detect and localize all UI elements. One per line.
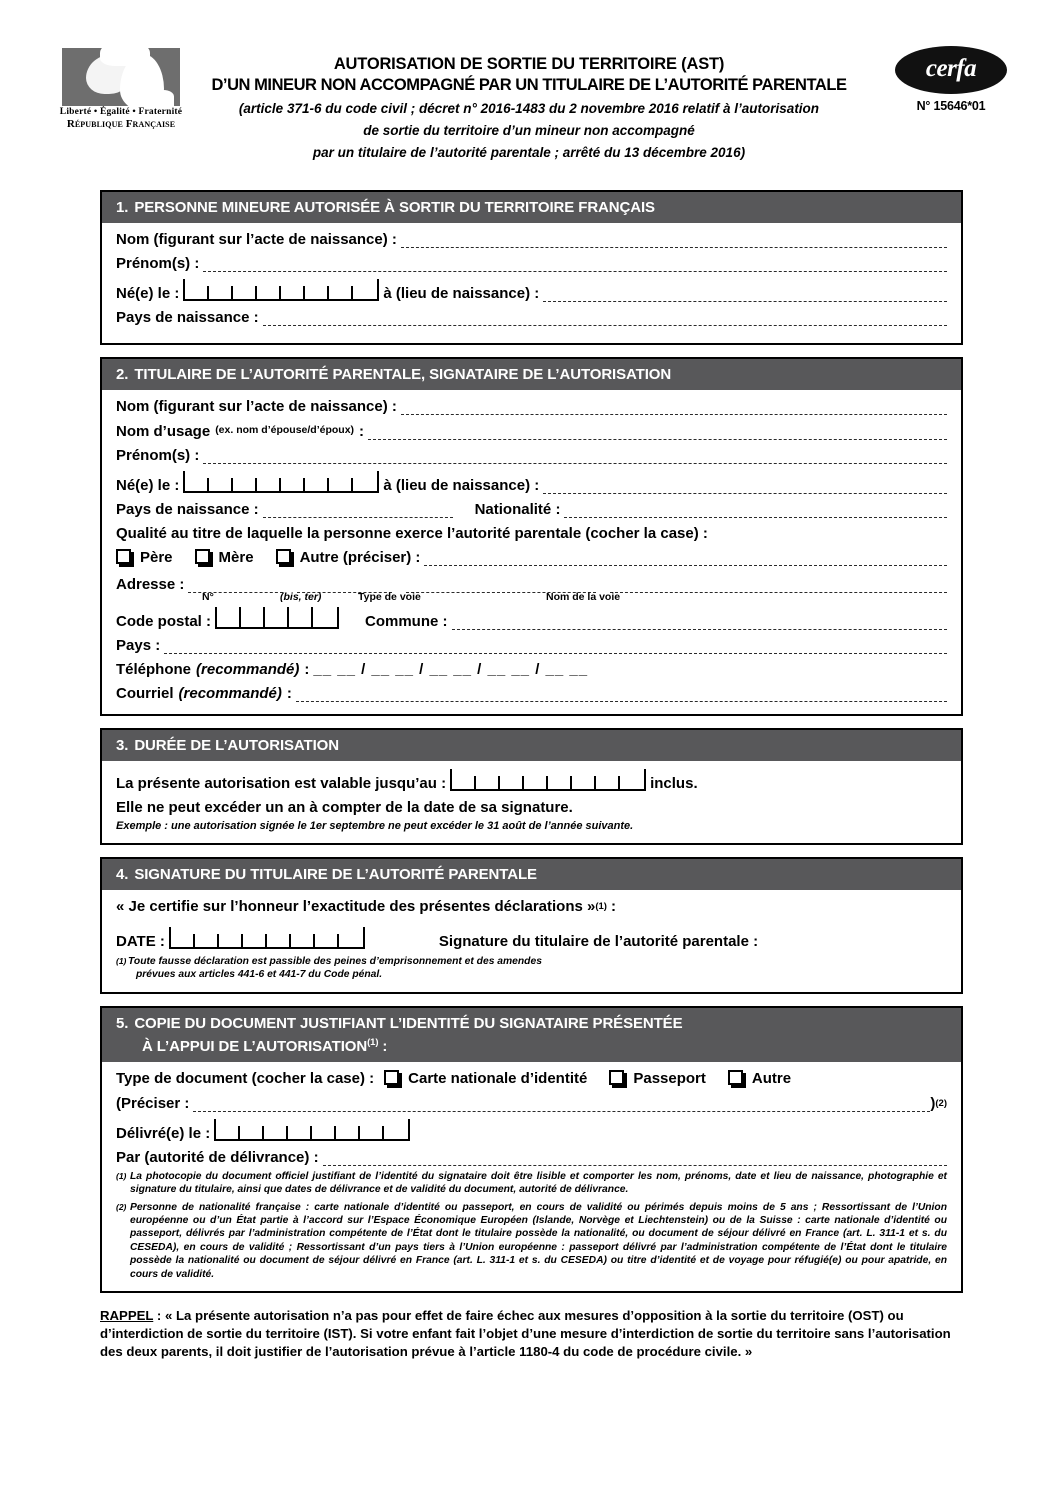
- label-telephone: Téléphone: [116, 661, 192, 678]
- field-row-pays-nationalite: [116, 501, 947, 518]
- field-row-preciser: [116, 1095, 947, 1112]
- marianne-logo: [56, 48, 186, 130]
- field-row-duree-max: [116, 799, 947, 816]
- section-2-number: 2.: [116, 366, 129, 383]
- footnote-4-text: [128, 955, 947, 982]
- label-pays: Pays :: [116, 637, 161, 654]
- section-4: [100, 857, 963, 994]
- section-4-number: 4.: [116, 866, 129, 883]
- checkbox-passeport[interactable]: [609, 1070, 624, 1085]
- label-telephone-recommande: (recommandé): [196, 661, 300, 678]
- section-5-title-line2-wrap: [116, 1033, 951, 1056]
- field-row-date-signature: [116, 927, 947, 950]
- section-1-title: PERSONNE MINEURE AUTORISÉE À SORTIR DU TERRITOIRE FRANÇAIS: [134, 199, 655, 216]
- label-qualite: Qualité au titre de laquelle la personne exerce l’autorité parentale (cocher la case) :: [116, 525, 708, 542]
- section-2-header: [102, 359, 961, 390]
- label-titulaire-nom: Nom (figurant sur l’acte de naissance) :: [116, 398, 397, 415]
- label-pere: Père: [140, 549, 173, 566]
- input-date-delivrance[interactable]: [214, 1119, 410, 1141]
- label-titulaire-prenoms: Prénom(s) :: [116, 447, 200, 464]
- sublabel-type-voie: Type de voie: [358, 591, 421, 603]
- input-pays[interactable]: [164, 642, 947, 654]
- input-autorite-delivrance[interactable]: [323, 1154, 947, 1166]
- sublabel-bis-ter: (bis, ter): [280, 591, 322, 603]
- label-titulaire-lieu-naissance: à (lieu de naissance) :: [383, 477, 540, 494]
- label-titulaire-ne-le: Né(e) le :: [116, 477, 180, 494]
- input-telephone[interactable]: __ __ / __ __ / __ __ / __ __ / __ __: [313, 661, 589, 678]
- field-row-pays-naissance: [116, 309, 947, 326]
- field-row-titulaire-naissance: [116, 471, 947, 494]
- field-row-courriel: [116, 685, 947, 702]
- form-sections: [100, 190, 963, 1293]
- label-inclus: inclus.: [650, 775, 698, 792]
- sublabel-nom-voie: Nom de la voie: [546, 591, 621, 603]
- footnote-4-mark: (1): [116, 956, 127, 966]
- cerfa-wordmark: cerfa: [925, 55, 977, 82]
- label-telephone-colon: :: [304, 661, 310, 678]
- label-ne-le: Né(e) le :: [116, 285, 180, 302]
- label-valable-jusqu-au: La présente autorisation est valable jusqu’au :: [116, 775, 447, 792]
- label-mere: Mère: [218, 549, 254, 566]
- label-courriel-recommande: (recommandé): [178, 685, 282, 702]
- input-date-signature[interactable]: [169, 927, 365, 949]
- form-header: [0, 0, 1058, 190]
- input-titulaire-pays-naissance[interactable]: [263, 506, 453, 518]
- rappel-text: « La présente autorisation n’a pas pour effet de faire échec aux mesures d’opposition à la sortie du territoire (OST) ou d’interdiction de sortie du territoire (IST). Si votre enfant fait l’objet d’une mesure d’interdiction de sortie du territoire sans l’autorisation des deux parents, il doit justifier de l’autorisation prévue à l’article 1180-4 du code de procédure civile. »: [100, 1308, 951, 1360]
- label-courriel-colon: :: [286, 685, 292, 702]
- label-delivre-le: Délivré(e) le :: [116, 1124, 211, 1142]
- field-row-prenoms: [116, 255, 947, 272]
- field-row-delivre-le: [116, 1119, 947, 1142]
- field-row-titulaire-nom: [116, 398, 947, 415]
- field-row-validite: [116, 769, 947, 792]
- field-row-telephone: [116, 661, 947, 678]
- label-preciser: (Préciser :: [116, 1094, 190, 1112]
- field-row-type-document: [116, 1070, 947, 1087]
- declaration-colon: :: [610, 898, 616, 915]
- footnote-4-line2: prévues aux articles 441-6 et 441-7 du Code pénal.: [136, 969, 383, 981]
- cerfa-logo: [886, 46, 1016, 113]
- label-nom-usage-hint: (ex. nom d’épouse/d’époux): [215, 424, 355, 436]
- input-prenoms[interactable]: [203, 260, 947, 272]
- section-4-body: [102, 890, 961, 992]
- label-passeport: Passeport: [633, 1069, 706, 1087]
- section-3-header: [102, 730, 961, 761]
- rappel-label: RAPPEL: [100, 1308, 154, 1324]
- footnote-1: [116, 1170, 947, 1197]
- input-nom[interactable]: [401, 236, 947, 248]
- sublabel-numero: N°: [202, 591, 214, 603]
- section-2-body: [102, 390, 961, 714]
- section-1-body: [102, 223, 961, 343]
- form-subtitle-line2: de sortie du territoire d’un mineur non accompagné: [363, 123, 695, 138]
- input-titulaire-prenoms[interactable]: [203, 452, 947, 464]
- preciser-footnote-ref: (2): [935, 1097, 947, 1109]
- footnote-4-line1: Toute fausse déclaration est passible des peines d’emprisonnement et des amendes: [128, 956, 542, 967]
- label-autre-preciser: Autre (préciser) :: [299, 549, 421, 566]
- section-3-body: [102, 761, 961, 843]
- label-nom: Nom (figurant sur l’acte de naissance) :: [116, 231, 397, 248]
- checkbox-autre[interactable]: [276, 549, 291, 564]
- field-row-nom-usage: [116, 422, 947, 440]
- input-autre-preciser[interactable]: [424, 554, 947, 566]
- field-row-code-postal: [116, 607, 947, 630]
- footnote-section-4: [116, 955, 947, 982]
- footnote-2-mark: (2): [116, 1201, 127, 1212]
- footnote-1-text: La photocopie du document officiel justifiant de l’identité du signataire doit être lisible et comporter les nom, prénoms, date et lieu de naissance, photographie et signature du titulaire, ainsi que dates de délivrance et de validité du document, autorité de délivrance.: [130, 1170, 947, 1196]
- label-titulaire-pays-naissance: Pays de naissance :: [116, 501, 259, 518]
- title-block: [169, 40, 889, 162]
- label-signature-titulaire: Signature du titulaire de l’autorité parentale :: [438, 933, 759, 950]
- form-subtitle-line1: (article 371-6 du code civil ; décret n° 2016-1483 du 2 novembre 2016 relatif à l’autorisation: [238, 101, 820, 116]
- input-pays-naissance[interactable]: [263, 314, 947, 326]
- field-row-nom: [116, 231, 947, 248]
- input-adresse-nom-voie[interactable]: [610, 581, 947, 593]
- section-5-header: [102, 1008, 961, 1062]
- section-5-title-colon: :: [382, 1037, 388, 1055]
- input-date-validite[interactable]: [450, 769, 646, 791]
- section-1-number: 1.: [116, 199, 129, 216]
- field-row-naissance: [116, 279, 947, 302]
- label-declaration-honneur: « Je certifie sur l’honneur l’exactitude des présentes déclarations »: [116, 898, 596, 915]
- republique-francaise-text: République Française: [66, 118, 176, 130]
- label-type-document: Type de document (cocher la case) :: [116, 1069, 375, 1087]
- section-2: [100, 357, 963, 716]
- section-4-title: SIGNATURE DU TITULAIRE DE L’AUTORITÉ PARENTALE: [134, 866, 537, 883]
- label-pays-naissance: Pays de naissance :: [116, 309, 259, 326]
- section-3-title: DURÉE DE L’AUTORISATION: [134, 737, 339, 754]
- footnote-2: [116, 1201, 947, 1281]
- field-row-autorite-delivrance: [116, 1149, 947, 1166]
- label-autre-document: Autre: [751, 1069, 792, 1087]
- cerfa-oval-icon: [895, 46, 1007, 94]
- footnote-1-mark: (1): [116, 1170, 127, 1181]
- field-row-declaration: [116, 898, 947, 915]
- devise-text: Liberté • Égalité • Fraternité: [59, 107, 183, 117]
- section-5-footnote-ref: (1): [367, 1036, 379, 1048]
- label-prenoms: Prénom(s) :: [116, 255, 200, 272]
- section-2-title: TITULAIRE DE L’AUTORITÉ PARENTALE, SIGNATAIRE DE L’AUTORISATION: [134, 366, 672, 383]
- field-row-pays: [116, 637, 947, 654]
- section-3: [100, 728, 963, 845]
- checkbox-carte-identite[interactable]: [384, 1070, 399, 1085]
- label-autorite-delivrance: Par (autorité de délivrance) :: [116, 1148, 319, 1166]
- declaration-footnote-ref: (1): [595, 901, 607, 912]
- label-adresse: Adresse :: [116, 576, 185, 593]
- label-nationalite: Nationalité :: [474, 501, 561, 518]
- label-nom-usage: Nom d’usage: [116, 423, 211, 440]
- input-date-naissance[interactable]: [183, 279, 379, 301]
- form-title-line2: D’UN MINEUR NON ACCOMPAGNÉ PAR UN TITULAIRE DE L’AUTORITÉ PARENTALE: [211, 76, 847, 94]
- form-subtitle-line3: par un titulaire de l’autorité parentale ; arrêté du 13 décembre 2016): [312, 145, 746, 160]
- input-titulaire-lieu-naissance[interactable]: [543, 482, 947, 494]
- section-5: [100, 1006, 963, 1293]
- rappel-separator: :: [153, 1308, 165, 1324]
- label-date-signature: DATE :: [116, 933, 165, 950]
- marianne-emblem-icon: [62, 48, 180, 106]
- checkbox-autre-document[interactable]: [728, 1070, 743, 1085]
- label-code-postal: Code postal :: [116, 613, 212, 630]
- section-5-title-line2: À L’APPUI DE L’AUTORISATION: [142, 1037, 368, 1055]
- section-4-header: [102, 859, 961, 890]
- footnote-2-text: Personne de nationalité française : carte nationale d’identité ou passeport, en cours de validité ou périmés depuis moins de 5 ans ; Ressortissant de l’Union européenne ou d’un État partie à l’accord sur l’Espace Économique Européen (Islande, Norvège et Liechtenstein) ou de la Suisse : carte nationale d’identité ou passeport, délivrés par l’administration compétente de l’État dont le titulaire possède la nationalité, ou document de séjour délivré en France (art. L. 311-1 et s. du CESEDA), en cours de validité ; Ressortissant d’un pays tiers à l’Union européenne : passeport délivré par l’administration compétente de l’État dont le titulaire possède la nationalité ou document de séjour délivré en France (art. L. 311-1 et s. du CESEDA) ou titre d’identité et de voyage pour réfugié(e) ou pour apatride, en cours de validité.: [130, 1201, 947, 1280]
- input-courriel[interactable]: [296, 690, 947, 702]
- label-carte-identite: Carte nationale d’identité: [408, 1069, 588, 1087]
- field-row-titulaire-prenoms: [116, 447, 947, 464]
- input-titulaire-nom[interactable]: [401, 403, 947, 415]
- field-row-qualite: [116, 525, 947, 542]
- section-5-number: 5.: [116, 1014, 129, 1032]
- field-row-qualite-choices: [116, 549, 947, 566]
- section-3-number: 3.: [116, 737, 129, 754]
- label-lieu-naissance: à (lieu de naissance) :: [383, 285, 540, 302]
- input-lieu-naissance[interactable]: [543, 290, 947, 302]
- input-titulaire-date-naissance[interactable]: [183, 471, 379, 493]
- preciser-close-paren: ): [930, 1094, 936, 1112]
- form-title-line1: AUTORISATION DE SORTIE DU TERRITOIRE (AST): [333, 55, 725, 73]
- rappel-block: [100, 1307, 963, 1361]
- section-1: [100, 190, 963, 345]
- section-1-header: [102, 192, 961, 223]
- section-5-title-line1: COPIE DU DOCUMENT JUSTIFIANT L’IDENTITÉ DU SIGNATAIRE PRÉSENTÉE: [134, 1014, 683, 1032]
- input-nationalite[interactable]: [564, 506, 947, 518]
- checkbox-pere[interactable]: [116, 549, 131, 564]
- note-exemple-duree: Exemple : une autorisation signée le 1er septembre ne peut excéder le 31 août de l’année suivante.: [116, 820, 634, 832]
- input-commune[interactable]: [452, 618, 947, 630]
- label-commune: Commune :: [365, 613, 448, 630]
- input-preciser[interactable]: [193, 1100, 930, 1112]
- label-nom-usage-colon: :: [359, 423, 365, 440]
- input-code-postal[interactable]: [215, 607, 339, 629]
- section-5-body: [102, 1062, 961, 1291]
- input-nom-usage[interactable]: [368, 428, 947, 440]
- label-duree-max: Elle ne peut excéder un an à compter de la date de sa signature.: [116, 799, 573, 816]
- label-courriel: Courriel: [116, 685, 174, 702]
- checkbox-mere[interactable]: [195, 549, 210, 564]
- cerfa-number: N° 15646*01: [916, 99, 986, 113]
